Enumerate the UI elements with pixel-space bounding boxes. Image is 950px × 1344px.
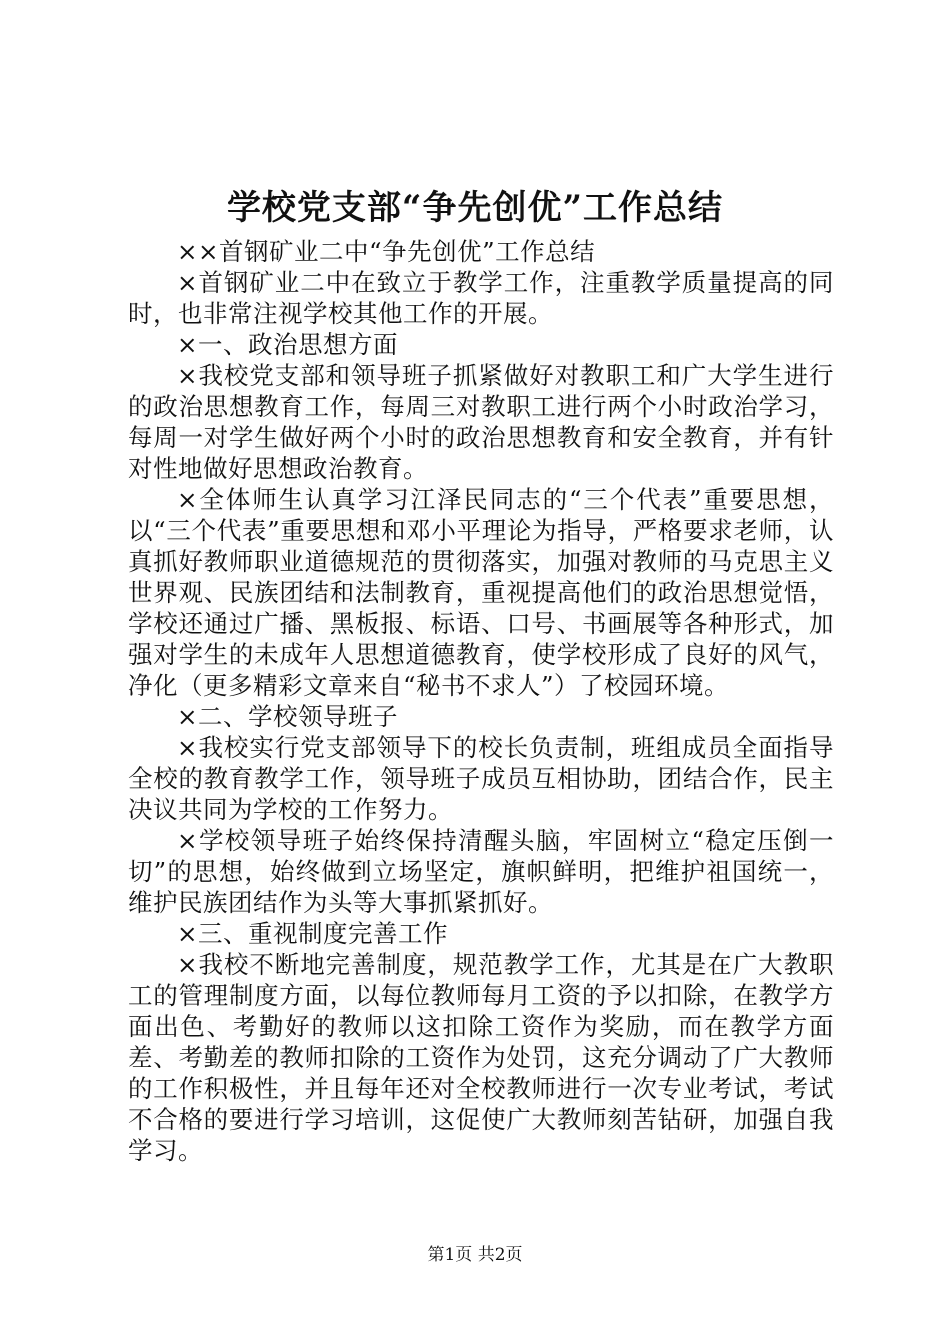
page-footer: 第1页 共2页 bbox=[427, 1245, 523, 1265]
section-heading-2: ×二、学校领导班子 bbox=[177, 702, 399, 731]
paragraph: ×全体师生认真学习江泽民同志的“三个代表”重要思想，以“三个代表”重要思想和邓小平理论为指导，严格要求老师，认真抓好教师职业道德规范的贯彻落实，加强对教师的马克思主义世界观、民族团结和法制教育，重视提高他们的政治思想觉悟，学校还通过广播、黑板报、标语、口号、书画展等各种形式，加强对学生的未成年人思想道德教育，使学校形成了良好的风气，净化（更多精彩文章来自“秘书不求人”）了校园环境。 bbox=[128, 485, 834, 700]
paragraph: ×学校领导班子始终保持清醒头脑，牢固树立“稳定压倒一切”的思想，始终做到立场坚定，旗帜鲜明，把维护祖国统一，维护民族团结作为头等大事抓紧抓好。 bbox=[128, 826, 834, 917]
paragraph-heading-line: ××首钢矿业二中“争先创优”工作总结 bbox=[177, 237, 596, 266]
paragraph: ×我校实行党支部领导下的校长负责制，班组成员全面指导全校的教育教学工作，领导班子成员互相协助，团结合作，民主决议共同为学校的工作努力。 bbox=[128, 733, 834, 824]
paragraph: ×我校不断地完善制度，规范教学工作，尤其是在广大教职工的管理制度方面，以每位教师每月工资的予以扣除，在教学方面出色、考勤好的教师以这扣除工资作为奖励，而在教学方面差、考勤差的教师扣除的工资作为处罚，这充分调动了广大教师的工作积极性，并且每年还对全校教师进行一次专业考试，考试不合格的要进行学习培训，这促使广大教师刻苦钻研，加强自我学习。 bbox=[128, 950, 834, 1165]
paragraph-intro: ×首钢矿业二中在致立于教学工作，注重教学质量提高的同时，也非常注视学校其他工作的开展。 bbox=[128, 268, 834, 328]
paragraph: ×我校党支部和领导班子抓紧做好对教职工和广大学生进行的政治思想教育工作，每周三对教职工进行两个小时政治学习，每周一对学生做好两个小时的政治思想教育和安全教育，并有针对性地做好思想政治教育。 bbox=[128, 361, 834, 483]
document-body bbox=[128, 236, 834, 1166]
section-heading-3: ×三、重视制度完善工作 bbox=[177, 919, 449, 948]
section-heading-1: ×一、政治思想方面 bbox=[177, 330, 399, 359]
document-title: 学校党支部“争先创优”工作总结 bbox=[226, 188, 724, 228]
